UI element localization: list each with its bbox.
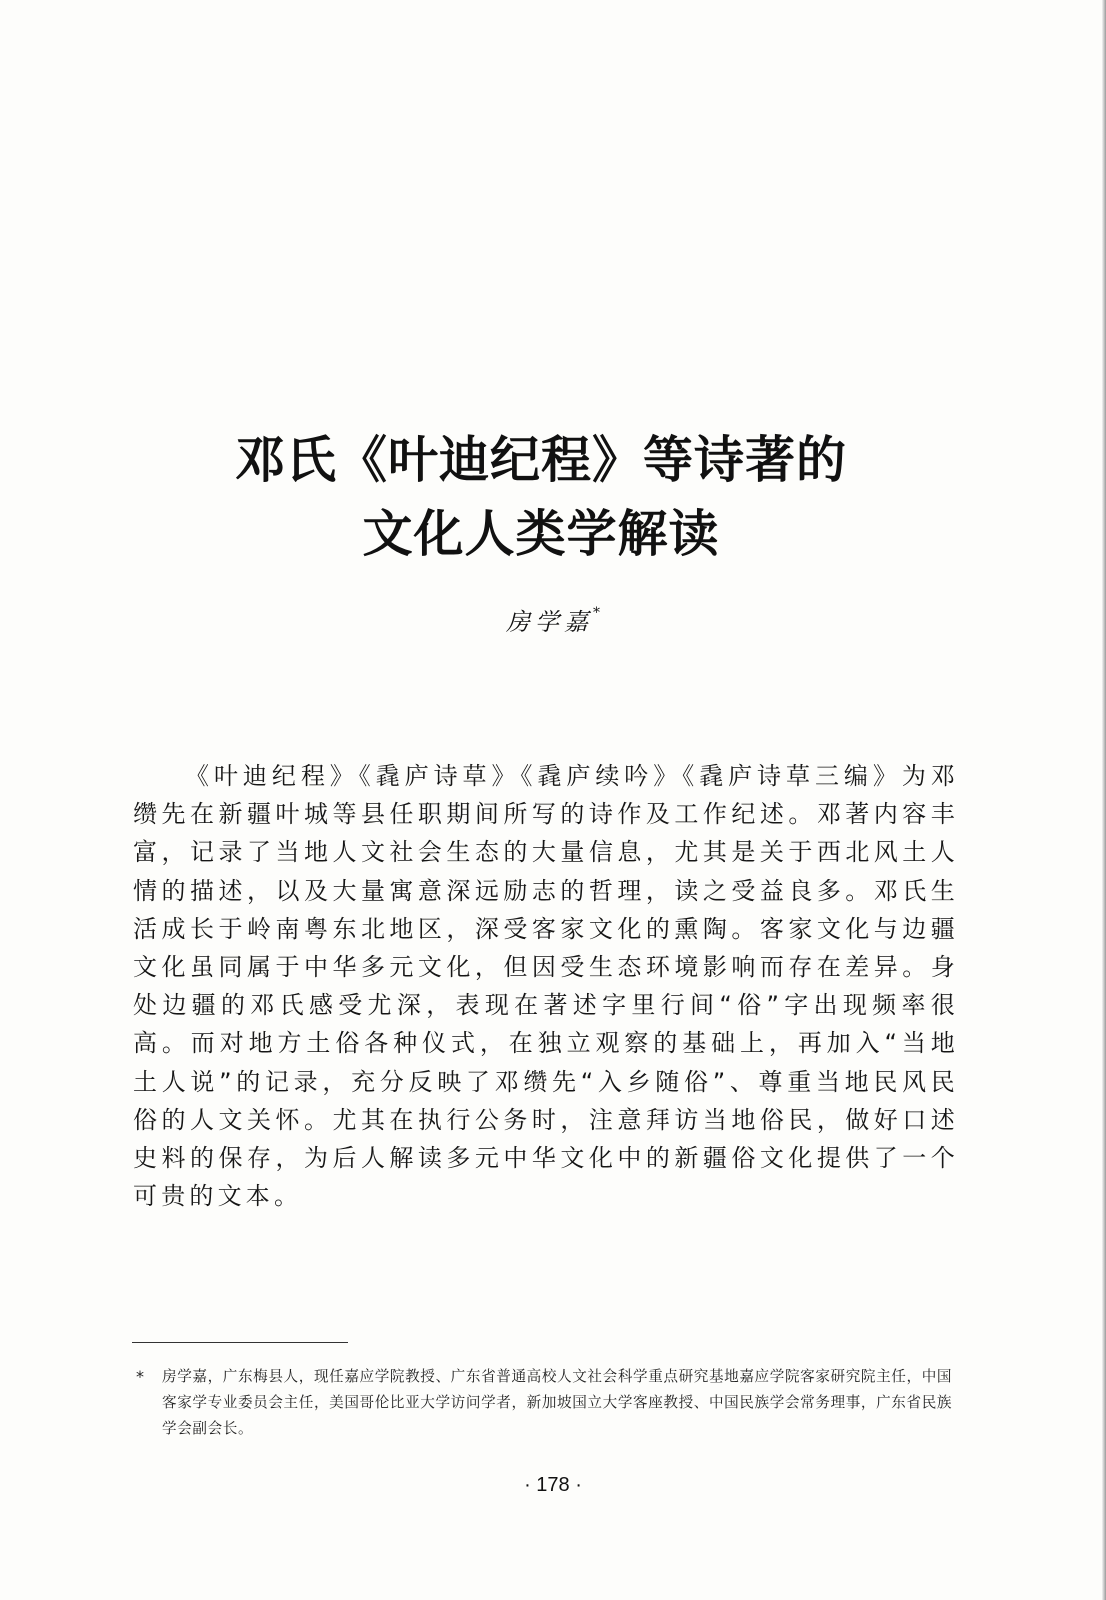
footnote	[136, 1364, 956, 1442]
footnote-divider	[132, 1342, 348, 1343]
body-paragraph: 《叶迪纪程》《毳庐诗草》《毳庐续吟》《毳庐诗草三编》为邓缵先在新疆叶城等县任职期间所写的诗作及工作纪述。邓著内容丰富，记录了当地人文社会生态的大量信息，尤其是关于西北风土人情的描述，以及大量寓意深远励志的哲理，读之受益良多。邓氏生活成长于岭南粤东北地区，深受客家文化的熏陶。客家文化与边疆文化虽同属于中华多元文化，但因受生态环境影响而存在差异。身处边疆的邓氏感受尤深，表现在著述字里行间“俗”字出现频率很高。而对地方土俗各种仪式，在独立观察的基础上，再加入“当地土人说”的记录，充分反映了邓缵先“入乡随俗”、尊重当地民风民俗的人文关怀。尤其在执行公务时，注意拜访当地俗民，做好口述史料的保存，为后人解读多元中华文化中的新疆俗文化提供了一个可贵的文本。	[133, 762, 959, 1211]
footnote-text: 房学嘉，广东梅县人，现任嘉应学院教授、广东省普通高校人文社会科学重点研究基地嘉应学院客家研究院主任，中国客家学专业委员会主任，美国哥伦比亚大学访问学者，新加坡国立大学客座教授、中国民族学会常务理事，广东省民族学会副会长。	[162, 1368, 953, 1437]
author-byline	[0, 602, 1106, 637]
footnote-mark: *	[136, 1367, 145, 1386]
article-title-line-1: 邓氏《叶迪纪程》等诗著的	[235, 430, 847, 489]
page-edge-shadow	[1102, 0, 1106, 1600]
article-title-line-2: 文化人类学解读	[362, 504, 720, 563]
author-name: 房学嘉	[506, 608, 593, 636]
author-footnote-mark: *	[593, 605, 600, 621]
page-number: · 178 ·	[524, 1474, 582, 1496]
